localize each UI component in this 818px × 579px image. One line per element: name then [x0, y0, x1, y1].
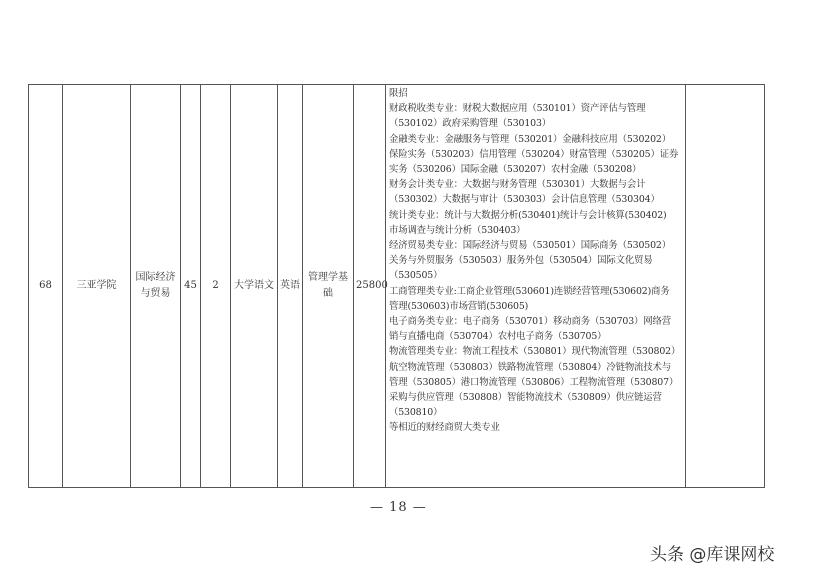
cell-plan-count: 45 — [181, 85, 201, 488]
cell-exam-subject-3: 管理学基础 — [303, 85, 354, 488]
requirement-line: （530302）大数据与审计（530303）会计信息管理（530304） — [389, 194, 660, 206]
requirement-line: 统计类专业：统计与大数据分析(530401)统计与会计核算(530402) — [389, 209, 667, 221]
requirement-line: 管理（530805）港口物流管理（530806）工程物流管理（530807） — [389, 376, 679, 388]
requirement-line: 关务与外贸服务（530503）服务外包（530504）国际文化贸易 — [389, 255, 653, 267]
requirement-line: 工商管理类专业:工商企业管理(530601)连锁经营管理(530602)商务 — [389, 285, 670, 297]
requirement-line: （530102）政府采购管理（530103） — [389, 118, 552, 130]
requirement-line: （530810） — [389, 407, 443, 419]
admissions-table — [28, 84, 765, 488]
table-row — [29, 85, 765, 488]
requirement-line: 管理(530603)市场营销(530605) — [389, 300, 529, 312]
cell-remarks — [686, 85, 765, 488]
requirement-line: 采购与供应管理（530808）智能物流技术（530809）供应链运营 — [389, 392, 662, 404]
cell-duration: 2 — [201, 85, 231, 488]
requirement-line: 保险实务（530203）信用管理（530204）财富管理（530205）证券 — [389, 148, 679, 160]
requirement-line: 电子商务类专业：电子商务（530701）移动商务（530703）网络营 — [389, 316, 671, 328]
cell-requirements — [386, 85, 686, 488]
requirement-line: 限招 — [389, 88, 408, 99]
cell-tuition: 25800 — [354, 85, 386, 488]
requirement-line: 金融类专业：金融服务与管理（530201）金融科技应用（530202） — [389, 133, 671, 145]
requirement-line: （530505） — [389, 270, 443, 282]
requirement-line: 销与直播电商（530704）农村电子商务（530705） — [389, 331, 607, 343]
cell-exam-subject-1: 大学语文 — [231, 85, 278, 488]
requirement-line: 财务会计类专业：大数据与财务管理（530301）大数据与会计 — [389, 179, 646, 191]
requirement-line: 等相近的财经商贸大类专业 — [389, 422, 500, 434]
cell-index: 68 — [29, 85, 63, 488]
requirement-line: 市场调查与统计分析（530403） — [389, 224, 526, 236]
cell-major: 国际经济与贸易 — [131, 85, 181, 488]
cell-exam-subject-2: 英语 — [278, 85, 303, 488]
requirement-line: 财政税收类专业：财税大数据应用（530101）资产评估与管理 — [389, 103, 646, 115]
cell-school: 三亚学院 — [63, 85, 131, 488]
requirement-line: 航空物流管理（530803）铁路物流管理（530804）冷链物流技术与 — [389, 361, 671, 373]
requirement-line: 实务（530206）国际金融（530207）农村金融（530208） — [389, 164, 642, 176]
requirement-line: 物流管理类专业：物流工程技术（530801）现代物流管理（530802） — [389, 346, 681, 358]
page-number: — 18 — — [370, 500, 427, 515]
watermark: 头条 @库课网校 — [650, 545, 775, 565]
requirement-line: 经济贸易类专业：国际经济与贸易（530501）国际商务（530502） — [389, 240, 671, 252]
